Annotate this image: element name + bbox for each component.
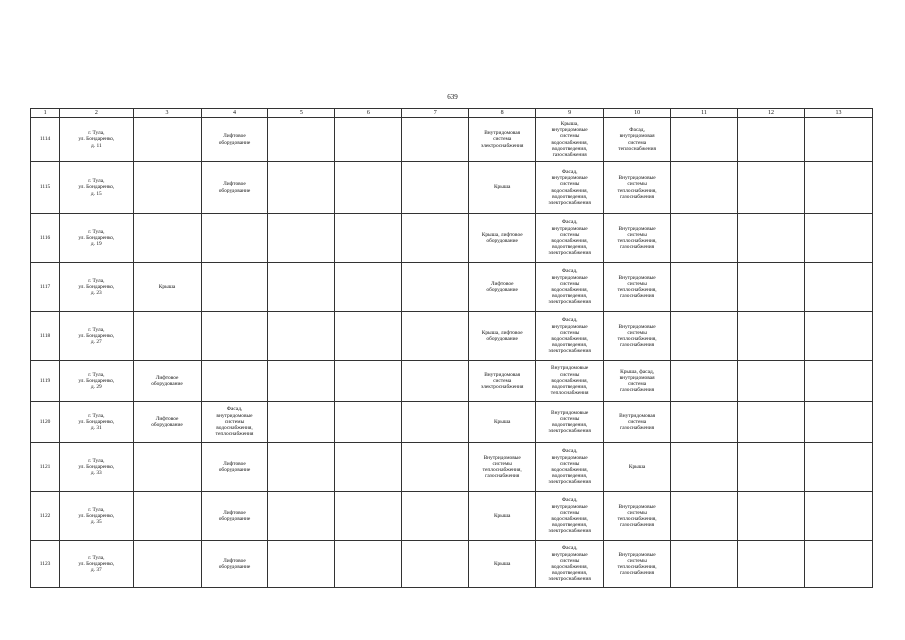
table-cell — [469, 541, 536, 588]
table-cell — [402, 541, 469, 588]
table-cell — [804, 402, 872, 443]
column-header: 4 — [201, 109, 268, 118]
table-cell — [737, 361, 804, 402]
column-header: 7 — [402, 109, 469, 118]
work-type-text: Крыша — [493, 418, 511, 425]
work-type-text: Крыша — [158, 283, 176, 290]
column-header: 3 — [133, 109, 201, 118]
table-cell — [133, 492, 201, 541]
address-text: г. Тула, ул. Бондаренко, д. 29 — [78, 371, 115, 391]
row-number: 1120 — [39, 418, 51, 425]
column-header: 6 — [335, 109, 402, 118]
work-type-text: Фасад, внутридомовые системы водоснабжения, водоотведения, электроснабжения — [548, 268, 591, 306]
row-number: 1115 — [39, 184, 51, 191]
table-cell — [335, 402, 402, 443]
work-type-text: Лифтовое оборудование — [486, 280, 518, 293]
table-cell — [671, 312, 738, 361]
row-number: 1121 — [39, 463, 51, 470]
table-cell — [201, 443, 268, 492]
table-cell — [335, 214, 402, 263]
row-number: 1116 — [39, 234, 51, 241]
table-cell — [335, 118, 402, 162]
work-type-text: Внутридомовые системы теплоснабжения, газоснабжения — [617, 503, 657, 529]
work-type-text: Фасад, внутридомовые системы водоснабжения, водоотведения, электроснабжения — [548, 497, 591, 535]
work-type-text: Внутридомовые системы водоотведения, электроснабжения — [548, 409, 591, 435]
table-cell — [402, 118, 469, 162]
address-text: г. Тула, ул. Бондаренко, д. 31 — [78, 412, 115, 432]
address-text: г. Тула, ул. Бондаренко, д. 19 — [78, 228, 115, 248]
table-cell — [402, 361, 469, 402]
table-cell — [31, 118, 60, 162]
table-cell — [469, 361, 536, 402]
table-cell — [804, 492, 872, 541]
table-cell — [671, 162, 738, 214]
address-text: г. Тула, ул. Бондаренко, д. 37 — [78, 554, 115, 574]
table-cell — [335, 312, 402, 361]
table-cell — [536, 443, 604, 492]
row-number: 1119 — [39, 377, 51, 384]
table-cell — [133, 312, 201, 361]
address-text: г. Тула, ул. Бондаренко, д. 11 — [78, 130, 115, 149]
table-cell — [60, 214, 133, 263]
table-cell — [268, 214, 335, 263]
address-text: г. Тула, ул. Бондаренко, д. 33 — [78, 457, 115, 477]
table-cell — [737, 402, 804, 443]
table-cell — [133, 118, 201, 162]
row-number: 1118 — [39, 332, 51, 339]
work-type-text: Лифтовое оборудование — [218, 460, 251, 473]
table-cell — [201, 118, 268, 162]
table-cell — [201, 402, 268, 443]
table-cell — [469, 492, 536, 541]
table-row — [31, 541, 873, 588]
column-header: 9 — [536, 109, 604, 118]
table-cell — [804, 214, 872, 263]
table-cell — [804, 263, 872, 312]
row-number: 1122 — [39, 512, 51, 519]
table-cell — [536, 541, 604, 588]
table-cell — [201, 214, 268, 263]
table-cell — [737, 214, 804, 263]
row-number: 1123 — [39, 560, 51, 567]
table-cell — [31, 162, 60, 214]
table-cell — [671, 361, 738, 402]
table-cell — [737, 443, 804, 492]
table-row — [31, 162, 873, 214]
table-cell — [60, 118, 133, 162]
work-type-text: Внутридомовая система электроснабжения — [480, 371, 524, 391]
table-cell — [604, 118, 671, 162]
table-cell — [335, 443, 402, 492]
table-row — [31, 118, 873, 162]
table-row — [31, 402, 873, 443]
table-cell — [536, 214, 604, 263]
table-cell — [604, 402, 671, 443]
table-cell — [60, 162, 133, 214]
table-row — [31, 214, 873, 263]
table-cell — [133, 214, 201, 263]
table-cell — [469, 263, 536, 312]
table-cell — [268, 541, 335, 588]
work-type-text: Лифтовое оборудование — [151, 415, 183, 428]
table-cell — [671, 541, 738, 588]
work-type-text: Крыша, внутридомовые системы водоснабжения, водоотведения, газоснабжения — [551, 120, 588, 158]
table-cell — [60, 263, 133, 312]
row-number: 1114 — [39, 136, 51, 143]
table-cell — [31, 541, 60, 588]
work-type-text: Внутридомовые системы теплоснабжения, газоснабжения — [617, 551, 657, 577]
table-cell — [604, 263, 671, 312]
table-cell — [31, 492, 60, 541]
table-row — [31, 492, 873, 541]
page-number: 639 — [447, 93, 458, 101]
table-cell — [31, 263, 60, 312]
table-cell — [671, 443, 738, 492]
table-row — [31, 361, 873, 402]
table-cell — [536, 361, 604, 402]
table-cell — [60, 402, 133, 443]
table-cell — [402, 162, 469, 214]
work-type-text: Крыша — [628, 463, 646, 470]
table-cell — [133, 541, 201, 588]
table-cell — [133, 443, 201, 492]
table-cell — [402, 263, 469, 312]
table-cell — [804, 162, 872, 214]
table-cell — [536, 492, 604, 541]
table-cell — [335, 263, 402, 312]
table-cell — [31, 214, 60, 263]
table-row — [31, 263, 873, 312]
column-number-row — [31, 109, 873, 118]
table-cell — [133, 402, 201, 443]
table-cell — [804, 312, 872, 361]
table-cell — [804, 118, 872, 162]
table-cell — [604, 361, 671, 402]
column-header: 11 — [671, 109, 738, 118]
work-type-text: Лифтовое оборудование — [151, 374, 183, 387]
work-type-text: Внутридомовые системы теплоснабжения, газоснабжения — [482, 454, 522, 480]
table-cell — [402, 492, 469, 541]
table-cell — [268, 492, 335, 541]
table-cell — [60, 541, 133, 588]
work-type-text: Лифтовое оборудование — [218, 181, 251, 194]
table-cell — [536, 402, 604, 443]
table-row — [31, 443, 873, 492]
table-cell — [31, 402, 60, 443]
work-type-text: Лифтовое оборудование — [218, 133, 251, 146]
work-type-text: Лифтовое оборудование — [218, 557, 251, 570]
work-type-text: Крыша — [493, 184, 511, 191]
table-cell — [268, 263, 335, 312]
table-cell — [268, 162, 335, 214]
capital-repair-table — [30, 108, 873, 588]
table-cell — [804, 443, 872, 492]
table-cell — [804, 541, 872, 588]
table-row — [31, 312, 873, 361]
work-type-text: Внутридомовые системы теплоснабжения, газоснабжения — [617, 274, 657, 300]
table-cell — [536, 118, 604, 162]
table-cell — [60, 492, 133, 541]
work-type-text: Внутридомовые системы водоснабжения, водоотведения, теплоснабжения — [550, 365, 589, 397]
table-cell — [335, 541, 402, 588]
table-cell — [469, 162, 536, 214]
table-cell — [268, 443, 335, 492]
table-cell — [60, 443, 133, 492]
work-type-text: Крыша — [493, 560, 511, 567]
table-cell — [31, 443, 60, 492]
table-cell — [60, 312, 133, 361]
table-cell — [604, 541, 671, 588]
table-cell — [604, 162, 671, 214]
table-cell — [469, 312, 536, 361]
address-text: г. Тула, ул. Бондаренко, д. 35 — [78, 506, 115, 526]
table-cell — [201, 492, 268, 541]
column-header: 8 — [469, 109, 536, 118]
work-type-text: Внутридомовые системы теплоснабжения, газоснабжения — [617, 323, 657, 349]
work-type-text: Крыша, лифтовое оборудование — [481, 329, 523, 342]
work-type-text: Лифтовое оборудование — [218, 509, 251, 522]
table-cell — [671, 492, 738, 541]
address-text: г. Тула, ул. Бондаренко, д. 27 — [78, 326, 115, 346]
table-cell — [268, 361, 335, 402]
table-cell — [604, 443, 671, 492]
table-cell — [335, 361, 402, 402]
table-cell — [31, 312, 60, 361]
table-cell — [671, 214, 738, 263]
table-cell — [737, 263, 804, 312]
table-body — [31, 118, 873, 588]
table-cell — [133, 361, 201, 402]
table-cell — [402, 402, 469, 443]
table-cell — [133, 263, 201, 312]
table-cell — [335, 492, 402, 541]
column-header: 5 — [268, 109, 335, 118]
table-cell — [469, 118, 536, 162]
row-number: 1117 — [39, 283, 51, 290]
table-cell — [604, 312, 671, 361]
table-cell — [536, 263, 604, 312]
table-cell — [335, 162, 402, 214]
table-cell — [268, 402, 335, 443]
address-text: г. Тула, ул. Бондаренко, д. 15 — [78, 178, 115, 197]
table-cell — [671, 402, 738, 443]
work-type-text: Крыша, лифтовое оборудование — [481, 231, 523, 244]
column-header: 2 — [60, 109, 133, 118]
table-cell — [402, 214, 469, 263]
table-cell — [469, 443, 536, 492]
table-cell — [201, 541, 268, 588]
table-cell — [671, 263, 738, 312]
table-cell — [201, 312, 268, 361]
table-cell — [469, 214, 536, 263]
work-type-text: Фасад, внутридомовая система теплоснабжения — [618, 127, 656, 152]
column-header: 1 — [31, 109, 60, 118]
table-cell — [268, 312, 335, 361]
column-header: 10 — [604, 109, 671, 118]
work-type-text: Фасад, внутридомовые системы водоснабжения, водоотведения, электроснабжения — [548, 168, 591, 206]
table-cell — [737, 492, 804, 541]
work-type-text: Фасад, внутридомовые системы водоснабжения, водоотведения, электроснабжения — [548, 317, 591, 355]
work-type-text: Фасад, внутридомовые системы водоснабжения, водоотведения, электроснабжения — [548, 448, 591, 486]
work-type-text: Фасад, внутридомовые системы водоснабжения, водоотведения, электроснабжения — [548, 219, 591, 257]
table-cell — [60, 361, 133, 402]
table-cell — [737, 118, 804, 162]
table-cell — [201, 162, 268, 214]
work-type-text: Фасад, внутридомовые системы водоснабжения, водоотведения, электроснабжения — [548, 545, 591, 583]
table-cell — [604, 214, 671, 263]
table-cell — [737, 162, 804, 214]
table-cell — [536, 312, 604, 361]
table-cell — [536, 162, 604, 214]
table-cell — [201, 263, 268, 312]
work-type-text: Внутридомовая система газоснабжения — [619, 412, 656, 432]
table-cell — [737, 541, 804, 588]
table-cell — [268, 118, 335, 162]
work-type-text: Внутридомовые системы теплоснабжения, газоснабжения — [617, 175, 657, 200]
work-type-text: Крыша — [493, 512, 511, 519]
table-cell — [604, 492, 671, 541]
work-type-text: Внутридомовая система электроснабжения — [480, 130, 524, 149]
column-header: 13 — [804, 109, 872, 118]
table-cell — [31, 361, 60, 402]
table-cell — [201, 361, 268, 402]
work-type-text: Внутридомовые системы теплоснабжения, газоснабжения — [617, 225, 657, 251]
table-cell — [402, 312, 469, 361]
table-cell — [469, 402, 536, 443]
work-type-text: Фасад, внутридомовые системы водоснабжения, теплоснабжения — [215, 406, 254, 438]
work-type-text: Крыша, фасад, внутридомовая система газоснабжения — [619, 368, 655, 394]
table-cell — [737, 312, 804, 361]
table-cell — [402, 443, 469, 492]
table-cell — [804, 361, 872, 402]
table-cell — [133, 162, 201, 214]
address-text: г. Тула, ул. Бондаренко, д. 23 — [78, 277, 115, 297]
column-header: 12 — [737, 109, 804, 118]
table-cell — [671, 118, 738, 162]
